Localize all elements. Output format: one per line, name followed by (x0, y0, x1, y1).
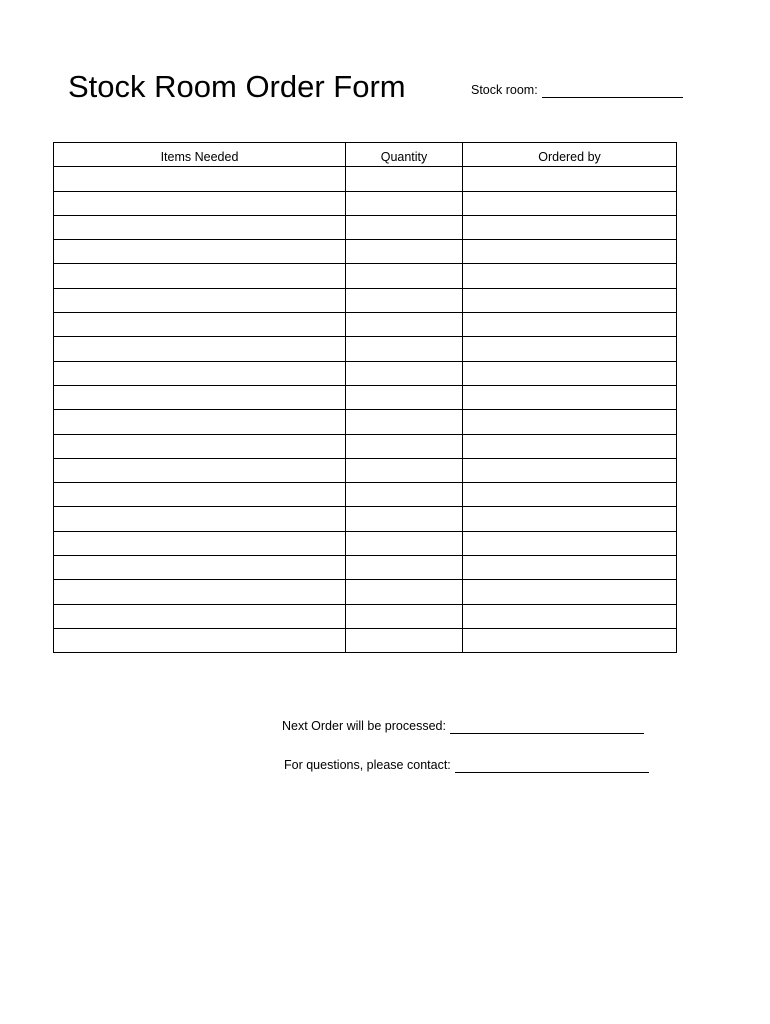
quantity-cell[interactable] (346, 531, 463, 555)
contact-label: For questions, please contact: (284, 758, 451, 772)
table-row (54, 240, 677, 264)
ordered-by-cell[interactable] (463, 313, 677, 337)
items-needed-cell[interactable] (54, 288, 346, 312)
next-order-blank[interactable] (450, 719, 644, 734)
table-row (54, 264, 677, 288)
quantity-cell[interactable] (346, 604, 463, 628)
ordered-by-cell[interactable] (463, 385, 677, 409)
items-needed-cell[interactable] (54, 483, 346, 507)
items-needed-cell[interactable] (54, 264, 346, 288)
stock-room-field (471, 82, 683, 98)
quantity-cell[interactable] (346, 434, 463, 458)
table-row (54, 507, 677, 531)
next-order-field (282, 718, 644, 734)
items-needed-cell[interactable] (54, 361, 346, 385)
table-row (54, 385, 677, 409)
table-header-row (54, 143, 677, 167)
ordered-by-cell[interactable] (463, 434, 677, 458)
ordered-by-cell[interactable] (463, 531, 677, 555)
quantity-cell[interactable] (346, 628, 463, 652)
contact-blank[interactable] (455, 758, 649, 773)
ordered-by-cell[interactable] (463, 288, 677, 312)
table-row (54, 628, 677, 652)
quantity-cell[interactable] (346, 215, 463, 239)
ordered-by-cell[interactable] (463, 215, 677, 239)
items-needed-cell[interactable] (54, 191, 346, 215)
items-needed-cell[interactable] (54, 531, 346, 555)
column-header-items-needed: Items Needed (54, 143, 346, 167)
items-needed-cell[interactable] (54, 628, 346, 652)
table-row (54, 191, 677, 215)
ordered-by-cell[interactable] (463, 361, 677, 385)
items-needed-cell[interactable] (54, 458, 346, 482)
ordered-by-cell[interactable] (463, 167, 677, 191)
items-needed-cell[interactable] (54, 604, 346, 628)
column-header-ordered-by: Ordered by (463, 143, 677, 167)
ordered-by-cell[interactable] (463, 483, 677, 507)
items-needed-cell[interactable] (54, 215, 346, 239)
table-row (54, 288, 677, 312)
items-needed-cell[interactable] (54, 580, 346, 604)
items-needed-cell[interactable] (54, 434, 346, 458)
items-needed-cell[interactable] (54, 313, 346, 337)
ordered-by-cell[interactable] (463, 604, 677, 628)
table-row (54, 580, 677, 604)
items-needed-cell[interactable] (54, 507, 346, 531)
quantity-cell[interactable] (346, 288, 463, 312)
items-needed-cell[interactable] (54, 240, 346, 264)
table-row (54, 556, 677, 580)
stock-room-blank[interactable] (542, 83, 683, 98)
quantity-cell[interactable] (346, 458, 463, 482)
items-needed-cell[interactable] (54, 167, 346, 191)
next-order-label: Next Order will be processed: (282, 719, 446, 733)
items-needed-cell[interactable] (54, 385, 346, 409)
ordered-by-cell[interactable] (463, 556, 677, 580)
order-table (53, 142, 677, 653)
ordered-by-cell[interactable] (463, 507, 677, 531)
quantity-cell[interactable] (346, 240, 463, 264)
quantity-cell[interactable] (346, 264, 463, 288)
table-row (54, 458, 677, 482)
ordered-by-cell[interactable] (463, 240, 677, 264)
quantity-cell[interactable] (346, 580, 463, 604)
ordered-by-cell[interactable] (463, 458, 677, 482)
ordered-by-cell[interactable] (463, 264, 677, 288)
contact-field (284, 757, 649, 773)
items-needed-cell[interactable] (54, 337, 346, 361)
ordered-by-cell[interactable] (463, 580, 677, 604)
quantity-cell[interactable] (346, 337, 463, 361)
items-needed-cell[interactable] (54, 410, 346, 434)
quantity-cell[interactable] (346, 507, 463, 531)
table-row (54, 361, 677, 385)
ordered-by-cell[interactable] (463, 191, 677, 215)
table-row (54, 410, 677, 434)
stock-room-label: Stock room: (471, 83, 538, 97)
items-needed-cell[interactable] (54, 556, 346, 580)
ordered-by-cell[interactable] (463, 628, 677, 652)
table-row (54, 167, 677, 191)
table-row (54, 215, 677, 239)
quantity-cell[interactable] (346, 385, 463, 409)
quantity-cell[interactable] (346, 556, 463, 580)
table-row (54, 313, 677, 337)
form-title: Stock Room Order Form (68, 69, 406, 104)
quantity-cell[interactable] (346, 191, 463, 215)
table-row (54, 337, 677, 361)
table-row (54, 604, 677, 628)
quantity-cell[interactable] (346, 410, 463, 434)
ordered-by-cell[interactable] (463, 410, 677, 434)
quantity-cell[interactable] (346, 313, 463, 337)
table-row (54, 434, 677, 458)
quantity-cell[interactable] (346, 361, 463, 385)
ordered-by-cell[interactable] (463, 337, 677, 361)
table-row (54, 531, 677, 555)
column-header-quantity: Quantity (346, 143, 463, 167)
table-row (54, 483, 677, 507)
quantity-cell[interactable] (346, 483, 463, 507)
quantity-cell[interactable] (346, 167, 463, 191)
